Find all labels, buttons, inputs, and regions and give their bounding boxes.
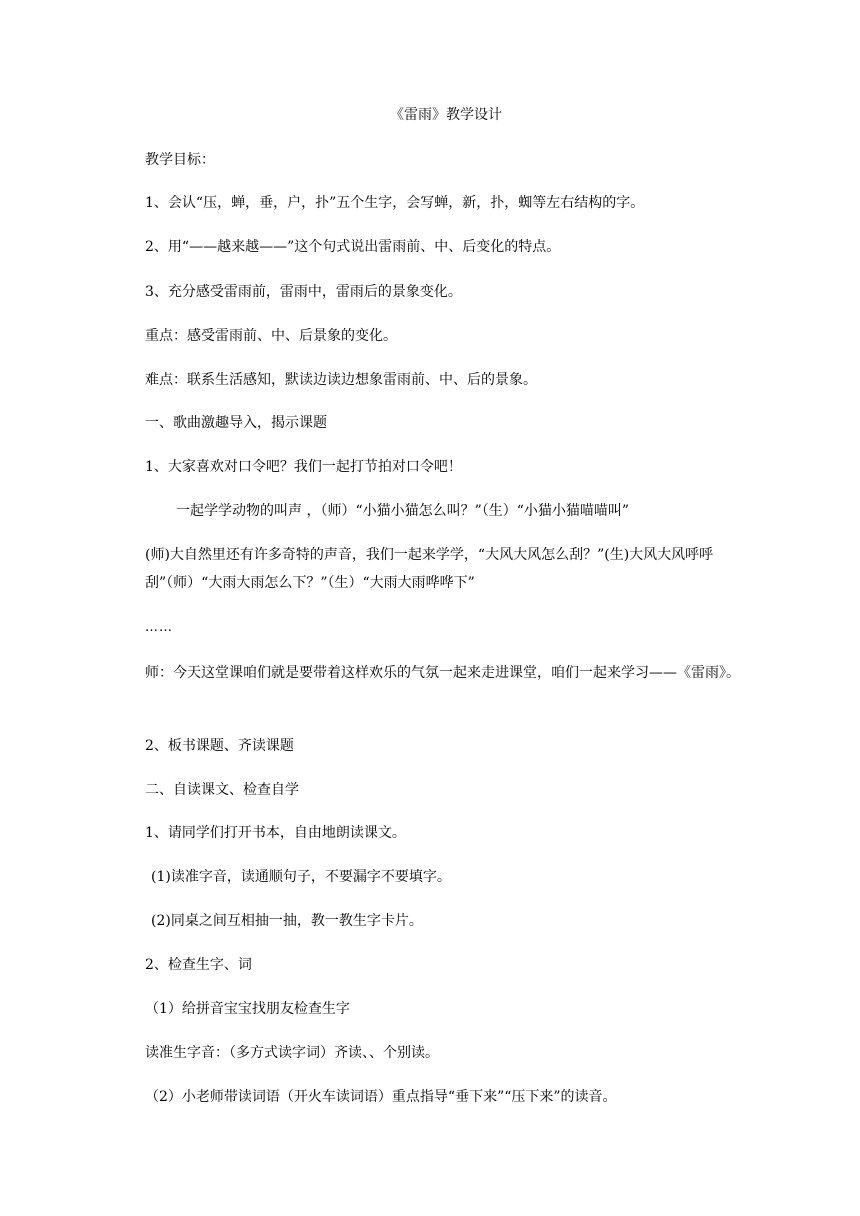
key-point: 重点：感受雷雨前、中、后景象的变化。: [145, 328, 397, 344]
step-2-2-a: （1）给拼音宝宝找朋友检查生字: [145, 1001, 350, 1017]
step-2-2: 2、检查生字、词: [145, 957, 252, 973]
objective-3: 3、充分感受雷雨前，雷雨中，雷雨后的景象变化。: [145, 284, 462, 300]
objective-2: 2、用“——越来越——”这个句式说出雷雨前、中、后变化的特点。: [145, 239, 561, 255]
objective-1: 1、会认“压，蝉，垂，户，扑”五个生字，会写蝉，新，扑，蜘等左右结构的字。: [145, 195, 645, 211]
step-1-1: 1、大家喜欢对口令吧？我们一起打节拍对口令吧！: [145, 459, 462, 475]
section-heading-2: 二、自读课文、检查自学: [145, 782, 299, 798]
document-title: 《雷雨》教学设计: [390, 107, 502, 123]
section-heading-1: 一、歌曲激趣导入，揭示课题: [145, 415, 327, 431]
pronunciation-note: 读准生字音：（多方式读字词）齐读、、个别读。: [145, 1045, 439, 1061]
step-2-1-a: (1)读准字音，读通顺句子，不要漏字不要填字。: [151, 869, 451, 885]
step-1-2: 2、板书课题、齐读课题: [145, 738, 294, 754]
step-2-2-b: （2）小老师带读词语（开火车读词语）重点指导“垂下来”“压下来”的读音。: [145, 1089, 617, 1105]
dialogue-animal-sounds: 一起学学动物的叫声 ，（师）“小猫小猫怎么叫？”（生）“小猫小猫喵喵叫”: [176, 503, 630, 519]
teacher-intro: 师：今天这堂课咱们就是要带着这样欢乐的气氛一起来走进课堂，咱们一起来学习——《雷雨》。: [145, 665, 740, 681]
dialogue-nature-sounds: (师)大自然里还有许多奇特的声音，我们一起来学学，“大风大风怎么刮？”(生)大风大风呼呼刮”（师）“大雨大雨怎么下？”（生）“大雨大雨哗哗下”: [145, 547, 714, 591]
ellipsis: ……: [145, 620, 173, 635]
difficult-point: 难点：联系生活感知，默读边读边想象雷雨前、中、后的景象。: [145, 372, 537, 388]
step-2-1-b: (2)同桌之间互相抽一抽，教一教生字卡片。: [151, 913, 423, 929]
step-2-1: 1、请同学们打开书本，自由地朗读课文。: [145, 825, 406, 841]
section-heading-objectives: 教学目标：: [145, 152, 215, 168]
